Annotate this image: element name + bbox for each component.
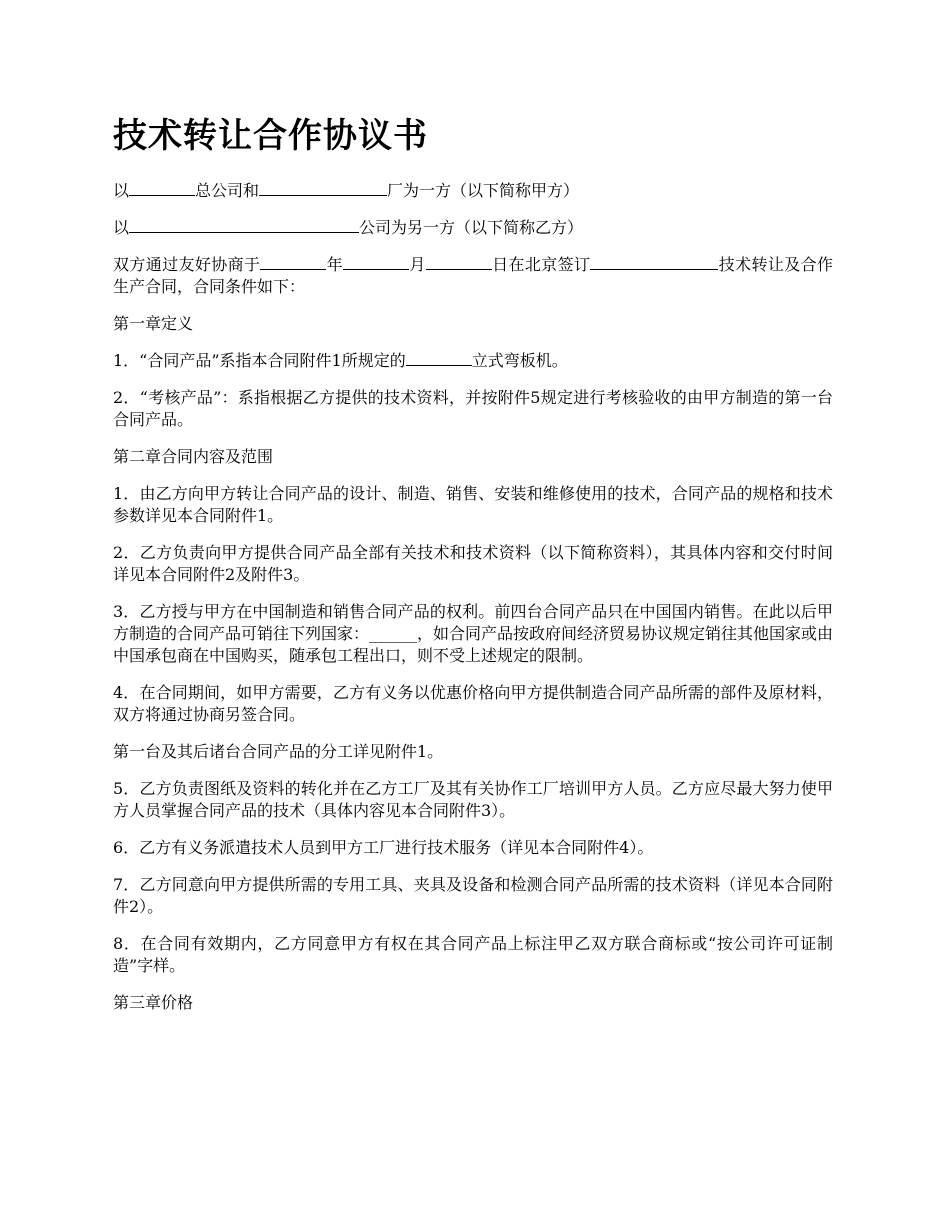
text: 技术转让及合作生产合同，合同条件如下： <box>113 255 833 296</box>
text: 1．“合同产品”系指本合同附件1所规定的 <box>113 351 406 370</box>
chapter-heading: 第二章合同内容及范围 <box>113 447 274 466</box>
party-a-line <box>113 180 833 202</box>
clause: 8．在合同有效期内，乙方同意甲方有权在其合同产品上标注甲乙双方联合商标或“按公司许可证制造”字样。 <box>113 934 833 975</box>
blank-field <box>129 218 359 233</box>
text: 以 <box>113 181 130 200</box>
text: 日在北京签订 <box>491 255 591 274</box>
text: 厂为一方（以下简称甲方） <box>387 181 580 200</box>
clause <box>113 350 833 372</box>
blank-field <box>590 255 718 270</box>
text: 年 <box>326 255 344 274</box>
blank-field <box>129 181 195 196</box>
text: 以 <box>113 218 130 237</box>
clause: 7．乙方同意向甲方提供所需的专用工具、夹具及设备和检测合同产品所需的技术资料（详见本合同附件2）。 <box>113 875 833 916</box>
clause: 5．乙方负责图纸及资料的转化并在乙方工厂及其有关协作工厂培训甲方人员。乙方应尽最大努力使甲方人员掌握合同产品的技术（具体内容见本合同附件3）。 <box>113 779 833 820</box>
document-title: 技术转让合作协议书 <box>113 116 428 156</box>
text: 总公司和 <box>195 181 260 200</box>
blank-field <box>426 255 492 270</box>
party-b-line <box>113 217 833 239</box>
clause: 3．乙方授与甲方在中国制造和销售合同产品的权利。前四台合同产品只在中国国内销售。在此以后甲方制造的合同产品可销往下列国家：______，如合同产品按政府间经济贸易协议规定销往其他国家或由中国承包商在中国购买，随承包工程出口，则不受上述规定的限制。 <box>113 602 834 665</box>
blank-field <box>259 181 387 196</box>
text: 月 <box>409 255 426 274</box>
clause: 6．乙方有义务派遣技术人员到甲方工厂进行技术服务（详见本合同附件4）。 <box>113 838 654 857</box>
clause: 2．乙方负责向甲方提供合同产品全部有关技术和技术资料（以下简称资料），其具体内容和交付时间详见本合同附件2及附件3。 <box>113 543 833 584</box>
chapter-heading: 第一章定义 <box>113 314 194 333</box>
clause: 2．“考核产品”：系指根据乙方提供的技术资料，并按附件5规定进行考核验收的由甲方制造的第一台合同产品。 <box>113 388 833 429</box>
text: 公司为另一方（以下简称乙方） <box>359 218 584 237</box>
blank-field <box>406 351 472 366</box>
agreement-intro <box>113 254 833 298</box>
blank-field <box>260 255 326 270</box>
text: 立式弯板机。 <box>471 351 568 370</box>
clause: 1．由乙方向甲方转让合同产品的设计、制造、销售、安装和维修使用的技术，合同产品的规格和技术参数详见本合同附件1。 <box>113 484 833 525</box>
blank-field <box>343 255 409 270</box>
chapter-heading: 第三章价格 <box>113 993 194 1012</box>
clause: 4．在合同期间，如甲方需要，乙方有义务以优惠价格向甲方提供制造合同产品所需的部件及原材料，双方将通过协商另签合同。 <box>113 683 833 724</box>
document-page <box>113 112 833 1029</box>
text: 双方通过友好协商于 <box>113 255 261 274</box>
note: 第一台及其后诸台合同产品的分工详见附件1。 <box>113 742 444 761</box>
